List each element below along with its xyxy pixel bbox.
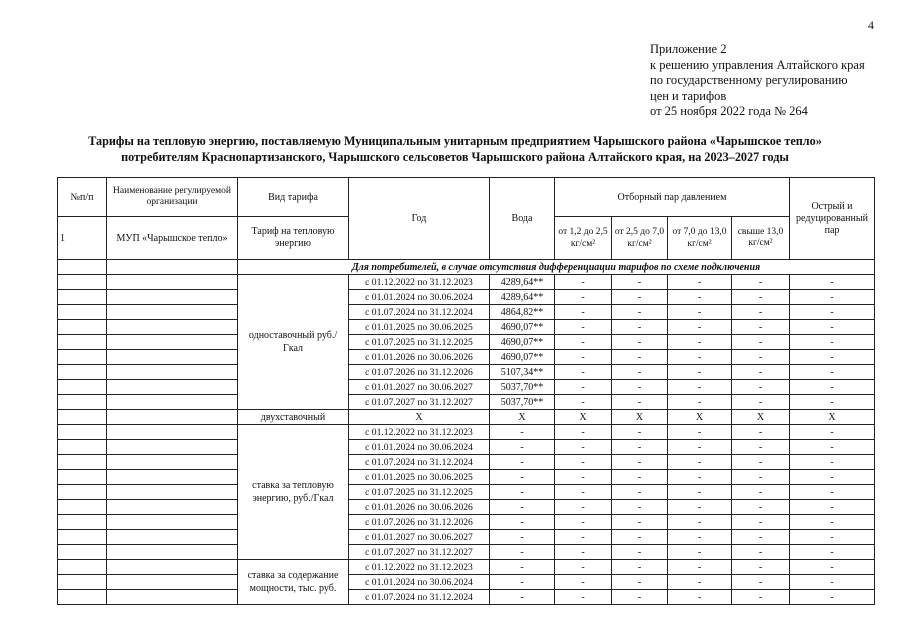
value-dash: - [555,575,612,590]
value-dash: - [490,485,555,500]
annex-line: цен и тарифов [650,88,727,103]
table-row [58,350,875,365]
value-dash: - [732,530,790,545]
value-dash: - [612,500,668,515]
header-pressure-1: от 1,2 до 2,5 кг/см² [555,217,612,260]
value-dash: - [555,485,612,500]
empty-cell [58,290,107,305]
title-line-2: потребителям Краснопартизанского, Чарышского сельсоветов Чарышского района Алтайского края, на 2023–2027 годы [121,150,789,164]
empty-cell [107,515,238,530]
value-dash: - [668,320,732,335]
value-dash: - [555,350,612,365]
period-cell: с 01.01.2025 по 30.06.2025 [349,470,490,485]
header-row-1 [58,178,875,217]
tariff-label-single-rate: одноставочный руб./Гкал [238,275,349,410]
value-dash: - [668,575,732,590]
value-dash: - [790,365,875,380]
empty-cell [58,515,107,530]
header-steam-group: Отборный пар давлением [555,178,790,217]
empty-cell [58,575,107,590]
empty-cell [107,335,238,350]
period-cell: с 01.07.2026 по 31.12.2026 [349,515,490,530]
empty-cell [58,335,107,350]
period-cell: с 01.07.2026 по 31.12.2026 [349,365,490,380]
table-row [58,470,875,485]
table-row [58,575,875,590]
header-tariff-type: Вид тарифа [238,178,349,217]
water-value: 4690,07** [490,350,555,365]
empty-cell [107,590,238,605]
empty-cell [58,350,107,365]
value-dash: - [490,545,555,560]
value-dash: - [490,590,555,605]
period-cell: с 01.01.2026 по 30.06.2026 [349,500,490,515]
header-pressure-4: свыше 13,0 кг/см² [732,217,790,260]
water-value: 4864,82** [490,305,555,320]
empty-cell [58,320,107,335]
value-dash: - [668,545,732,560]
table-row [58,590,875,605]
value-dash: - [490,470,555,485]
table-row [58,275,875,290]
value-dash: - [668,305,732,320]
value-dash: - [490,575,555,590]
table-row [58,290,875,305]
value-dash: - [790,440,875,455]
empty-cell [58,590,107,605]
value-dash: - [668,590,732,605]
x-mark: Х [555,410,612,425]
value-dash: - [790,290,875,305]
period-cell: с 01.07.2025 по 31.12.2025 [349,485,490,500]
value-dash: - [555,290,612,305]
empty-cell [107,290,238,305]
table-row [58,395,875,410]
empty-cell [58,365,107,380]
period-cell: с 01.12.2022 по 31.12.2023 [349,560,490,575]
value-dash: - [490,440,555,455]
value-dash: - [668,335,732,350]
value-dash: - [732,500,790,515]
header-num: №п/п [58,178,107,217]
empty-cell [107,470,238,485]
value-dash: - [555,395,612,410]
empty-cell [58,440,107,455]
x-mark: Х [612,410,668,425]
empty-cell [107,260,238,275]
value-dash: - [790,470,875,485]
value-dash: - [790,545,875,560]
value-dash: - [732,455,790,470]
value-dash: - [612,380,668,395]
value-dash: - [490,560,555,575]
value-dash: - [732,350,790,365]
org-tariff-type: Тариф на тепловую энергию [238,217,349,260]
value-dash: - [790,530,875,545]
header-pressure-2: от 2,5 до 7,0 кг/см² [612,217,668,260]
period-cell: с 01.01.2026 по 30.06.2026 [349,350,490,365]
value-dash: - [790,515,875,530]
water-value: 4289,64** [490,290,555,305]
empty-cell [58,275,107,290]
period-cell: с 01.01.2024 по 30.06.2024 [349,575,490,590]
value-dash: - [668,455,732,470]
table-row [58,455,875,470]
value-dash: - [732,305,790,320]
value-dash: - [668,485,732,500]
value-dash: - [555,275,612,290]
header-water: Вода [490,178,555,260]
value-dash: - [732,425,790,440]
empty-cell [58,470,107,485]
header-sharp-steam: Острый и редуцированный пар [790,178,875,260]
value-dash: - [668,350,732,365]
value-dash: - [555,530,612,545]
value-dash: - [555,455,612,470]
empty-cell [107,440,238,455]
value-dash: - [790,320,875,335]
value-dash: - [668,290,732,305]
period-cell: с 01.01.2024 по 30.06.2024 [349,440,490,455]
value-dash: - [490,500,555,515]
value-dash: - [555,500,612,515]
value-dash: - [490,515,555,530]
table-row [58,425,875,440]
page-number: 4 [868,18,874,32]
empty-cell [58,380,107,395]
value-dash: - [612,290,668,305]
table-row [58,380,875,395]
value-dash: - [732,470,790,485]
value-dash: - [612,395,668,410]
value-dash: - [555,425,612,440]
value-dash: - [732,545,790,560]
period-cell: с 01.01.2025 по 30.06.2025 [349,320,490,335]
period-cell: с 01.01.2024 по 30.06.2024 [349,290,490,305]
value-dash: - [555,515,612,530]
period-cell: с 01.07.2024 по 31.12.2024 [349,455,490,470]
value-dash: - [668,365,732,380]
water-value: 4289,64** [490,275,555,290]
value-dash: - [732,290,790,305]
water-value: 4690,07** [490,335,555,350]
value-dash: - [732,335,790,350]
x-mark: Х [349,410,490,425]
empty-cell [58,530,107,545]
empty-cell [58,545,107,560]
table-row [58,440,875,455]
value-dash: - [555,335,612,350]
table-row [58,530,875,545]
value-dash: - [668,395,732,410]
table-row-two-rate [58,410,875,425]
empty-cell [107,530,238,545]
value-dash: - [732,515,790,530]
water-value: 4690,07** [490,320,555,335]
value-dash: - [612,575,668,590]
empty-cell [107,365,238,380]
value-dash: - [668,425,732,440]
x-mark: Х [668,410,732,425]
empty-cell [107,545,238,560]
value-dash: - [790,485,875,500]
empty-cell [58,395,107,410]
value-dash: - [555,380,612,395]
empty-cell [58,410,107,425]
empty-cell [107,500,238,515]
empty-cell [107,380,238,395]
value-dash: - [732,590,790,605]
table-row [58,485,875,500]
annex-line: Приложение 2 [650,42,727,56]
period-cell: с 01.07.2027 по 31.12.2027 [349,545,490,560]
water-value: 5107,34** [490,365,555,380]
period-cell: с 01.07.2027 по 31.12.2027 [349,395,490,410]
org-num: 1 [58,217,107,260]
empty-cell [107,275,238,290]
value-dash: - [612,530,668,545]
table-row [58,560,875,575]
value-dash: - [612,335,668,350]
title-line-1: Тарифы на тепловую энергию, поставляемую Муниципальным унитарным предприятием Чарышского района «Чарышское тепло» [88,134,822,148]
period-cell: с 01.07.2024 по 31.12.2024 [349,590,490,605]
value-dash: - [612,305,668,320]
value-dash: - [668,530,732,545]
annex-line: от 25 ноября 2022 года № 264 [650,104,808,119]
empty-cell [58,425,107,440]
period-cell: с 01.12.2022 по 31.12.2023 [349,275,490,290]
value-dash: - [555,440,612,455]
water-value: 5037,70** [490,380,555,395]
value-dash: - [790,380,875,395]
document-title [30,133,880,165]
value-dash: - [668,560,732,575]
empty-cell [107,485,238,500]
value-dash: - [490,425,555,440]
empty-cell [107,320,238,335]
tariff-label-two-rate: двухставочный [238,410,349,425]
tariff-label-capacity-rate: ставка за содержание мощности, тыс. руб. [238,560,349,605]
value-dash: - [555,365,612,380]
value-dash: - [668,470,732,485]
empty-cell [58,500,107,515]
empty-cell [58,305,107,320]
table-row [58,515,875,530]
empty-cell [107,305,238,320]
period-cell: с 01.01.2027 по 30.06.2027 [349,530,490,545]
water-value: 5037,70** [490,395,555,410]
value-dash: - [732,380,790,395]
value-dash: - [790,275,875,290]
value-dash: - [612,320,668,335]
value-dash: - [612,455,668,470]
empty-cell [58,560,107,575]
value-dash: - [668,380,732,395]
x-mark: Х [490,410,555,425]
tariff-label-energy-rate: ставка за тепловую энергию, руб./Гкал [238,425,349,560]
value-dash: - [668,515,732,530]
value-dash: - [612,470,668,485]
annex-line: к решению управления Алтайского края [650,57,865,72]
value-dash: - [612,365,668,380]
value-dash: - [668,275,732,290]
table-row [58,320,875,335]
value-dash: - [790,425,875,440]
value-dash: - [612,590,668,605]
header-year: Год [349,178,490,260]
table-row [58,305,875,320]
empty-cell [58,260,107,275]
value-dash: - [732,560,790,575]
x-mark: Х [732,410,790,425]
x-mark: Х [790,410,875,425]
value-dash: - [790,575,875,590]
value-dash: - [732,395,790,410]
value-dash: - [732,365,790,380]
value-dash: - [490,530,555,545]
value-dash: - [612,425,668,440]
empty-cell [107,455,238,470]
annex-line: по государственному регулированию [650,73,848,88]
section-title: Для потребителей, в случае отсутствия дифференциации тарифов по схеме подключения [238,260,875,275]
value-dash: - [790,560,875,575]
value-dash: - [732,485,790,500]
empty-cell [107,560,238,575]
value-dash: - [732,320,790,335]
table-row [58,365,875,380]
empty-cell [107,395,238,410]
period-cell: с 01.07.2024 по 31.12.2024 [349,305,490,320]
value-dash: - [668,500,732,515]
period-cell: с 01.07.2025 по 31.12.2025 [349,335,490,350]
value-dash: - [612,560,668,575]
table-row [58,335,875,350]
value-dash: - [790,395,875,410]
table-row [58,545,875,560]
header-org: Наименование регулируемой организации [107,178,238,217]
value-dash: - [555,545,612,560]
value-dash: - [555,560,612,575]
value-dash: - [612,440,668,455]
value-dash: - [555,470,612,485]
value-dash: - [790,305,875,320]
header-pressure-3: от 7,0 до 13,0 кг/см² [668,217,732,260]
org-name: МУП «Чарышское тепло» [107,217,238,260]
value-dash: - [555,590,612,605]
empty-cell [107,425,238,440]
period-cell: с 01.12.2022 по 31.12.2023 [349,425,490,440]
empty-cell [58,455,107,470]
value-dash: - [790,350,875,365]
value-dash: - [490,455,555,470]
annex-block [650,42,865,120]
value-dash: - [790,335,875,350]
value-dash: - [555,305,612,320]
value-dash: - [732,440,790,455]
value-dash: - [612,275,668,290]
value-dash: - [612,515,668,530]
value-dash: - [732,575,790,590]
empty-cell [58,485,107,500]
value-dash: - [612,545,668,560]
value-dash: - [612,485,668,500]
tariff-table [57,177,875,605]
empty-cell [107,575,238,590]
value-dash: - [555,320,612,335]
table-row [58,500,875,515]
value-dash: - [790,590,875,605]
value-dash: - [790,455,875,470]
period-cell: с 01.01.2027 по 30.06.2027 [349,380,490,395]
value-dash: - [732,275,790,290]
empty-cell [107,410,238,425]
value-dash: - [790,500,875,515]
value-dash: - [668,440,732,455]
value-dash: - [612,350,668,365]
empty-cell [107,350,238,365]
section-row [58,260,875,275]
